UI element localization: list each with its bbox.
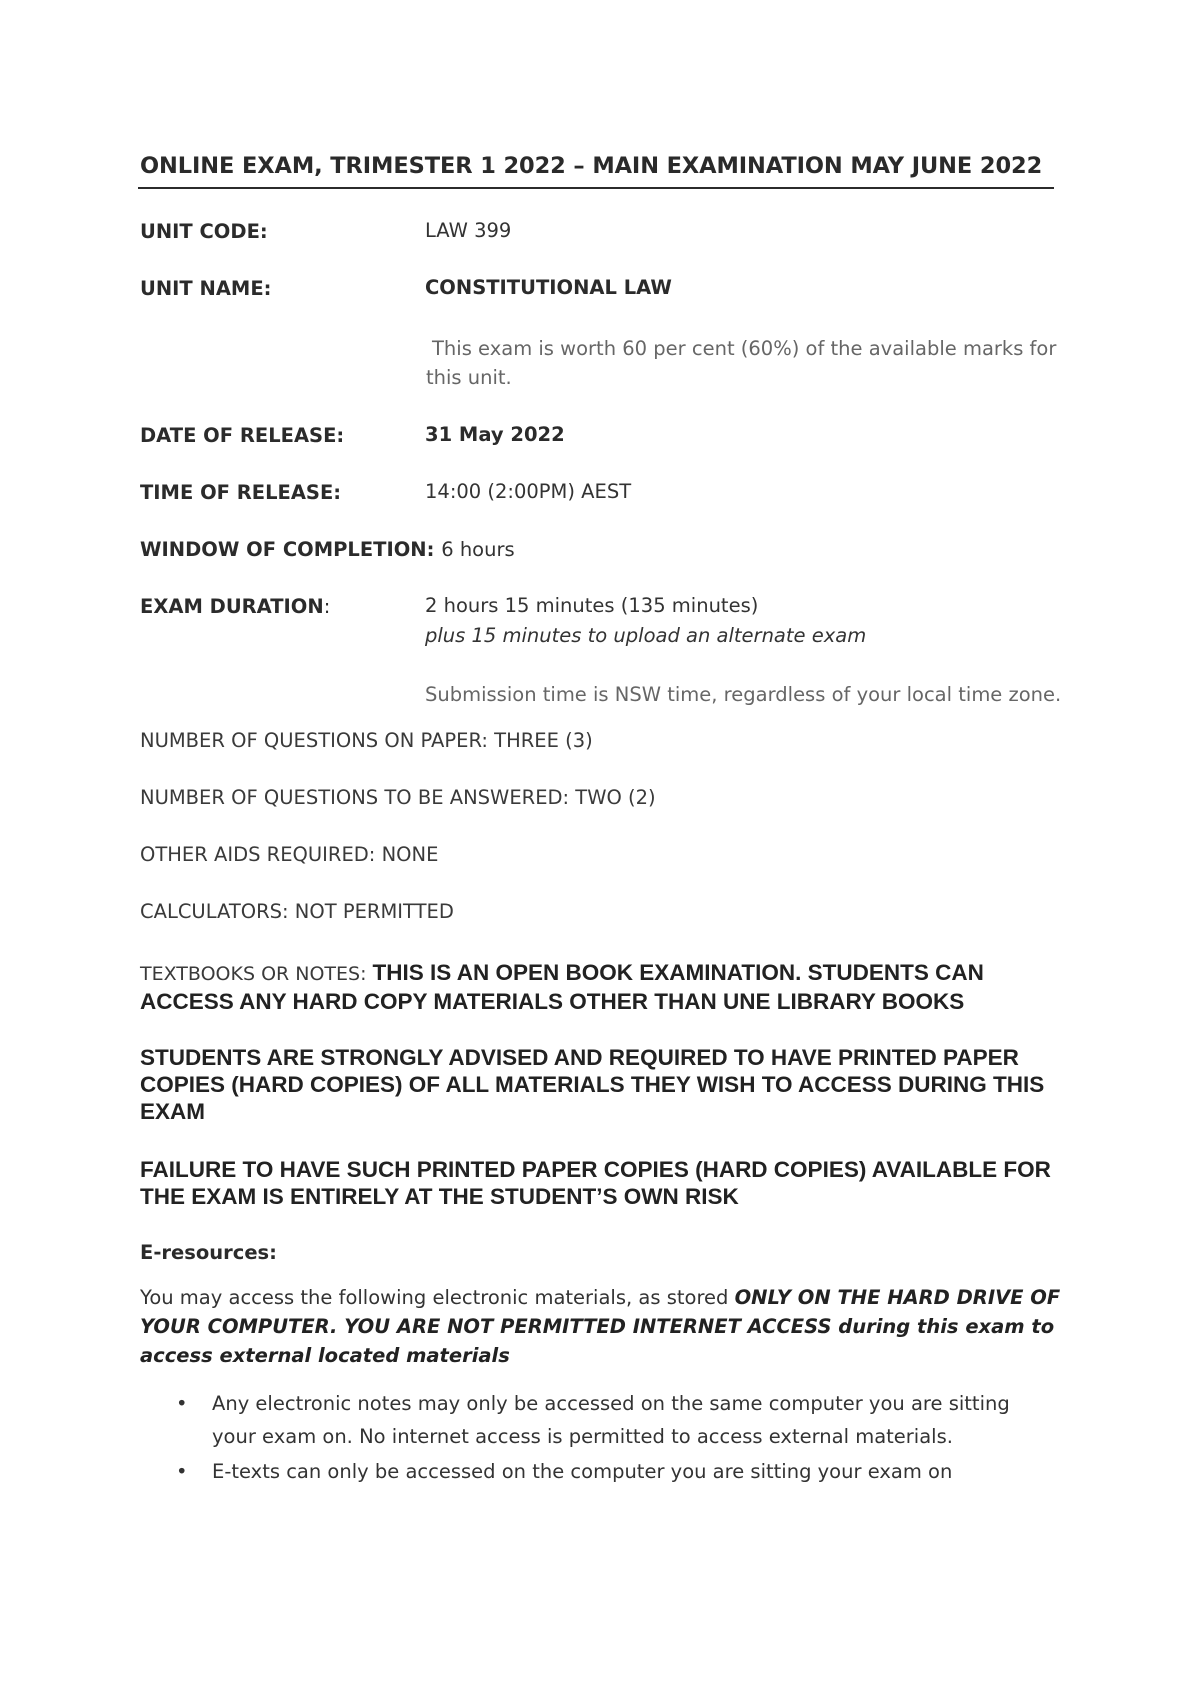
hard-copies-advice: STUDENTS ARE STRONGLY ADVISED AND REQUIRED TO HAVE PRINTED PAPER COPIES (HARD COPIES) OF ALL MATERIALS THEY WISH TO ACCESS DURING THIS EXAM [140,1045,1045,1124]
exam-worth-note: This exam is worth 60 per cent (60%) of the available marks for this unit. [426,337,1057,389]
time-of-release-value: 14:00 (2:00PM) AEST [425,480,632,503]
e-resources-intro-plain: You may access the following electronic materials, as stored [140,1286,735,1309]
window-of-completion-value: 6 hours [441,538,515,561]
textbooks-notice [140,959,1070,1015]
exam-duration-extra: plus 15 minutes to upload an alternate exam [425,624,867,647]
time-of-release-label: TIME OF RELEASE: [140,481,342,504]
window-of-completion-row [140,538,515,561]
unit-name-value: CONSTITUTIONAL LAW [425,276,672,299]
window-of-completion-label: WINDOW OF COMPLETION: [140,538,435,561]
bullet-icon: • [176,1460,188,1483]
textbooks-lead: TEXTBOOKS OR NOTES: [140,963,373,985]
exam-duration-label: EXAM DURATION [140,595,324,618]
page-title: ONLINE EXAM, TRIMESTER 1 2022 – MAIN EXAMINATION MAY JUNE 2022 [140,153,1043,179]
date-of-release-label: DATE OF RELEASE: [140,424,345,447]
other-aids: OTHER AIDS REQUIRED: NONE [140,843,439,866]
date-of-release-value: 31 May 2022 [425,423,565,446]
exam-duration-label-row [140,595,330,618]
title-underline [138,187,1054,189]
list-item-text: E-texts can only be accessed on the computer you are sitting your exam on [212,1460,953,1483]
e-resources-heading: E-resources: [140,1241,277,1264]
unit-code-value: LAW 399 [425,219,512,242]
e-resources-list [140,1387,1040,1490]
textbooks-text: THIS IS AN OPEN BOOK EXAMINATION. STUDENTS CAN ACCESS ANY HARD COPY MATERIALS OTHER THAN UNE LIBRARY BOOKS [140,960,984,1014]
list-item [140,1455,1040,1488]
exam-duration-value: 2 hours 15 minutes (135 minutes) [425,594,759,617]
e-resources-intro [140,1283,1070,1370]
list-item [140,1387,1040,1453]
bullet-icon: • [176,1392,188,1415]
questions-to-answer: NUMBER OF QUESTIONS TO BE ANSWERED: TWO (2) [140,786,656,809]
unit-code-label: UNIT CODE: [140,220,268,243]
hard-copies-risk-warning: FAILURE TO HAVE SUCH PRINTED PAPER COPIES (HARD COPIES) AVAILABLE FOR THE EXAM IS ENTIRELY AT THE STUDENT’S OWN RISK [140,1157,1051,1209]
questions-on-paper: NUMBER OF QUESTIONS ON PAPER: THREE (3) [140,729,593,752]
unit-name-label: UNIT NAME: [140,277,272,300]
e-resources-intro-emphasis: ONLY ON THE HARD DRIVE OF YOUR COMPUTER. YOU ARE NOT PERMITTED INTERNET ACCESS during this exam to access external located materials [140,1286,1061,1367]
list-item-text: Any electronic notes may only be accessed on the same computer you are sitting your exam on. No internet access is permitted to access external materials. [212,1392,1010,1448]
calculators: CALCULATORS: NOT PERMITTED [140,900,454,923]
exam-duration-colon: : [323,595,331,618]
submission-time-note: Submission time is NSW time, regardless of your local time zone. [425,683,1062,706]
